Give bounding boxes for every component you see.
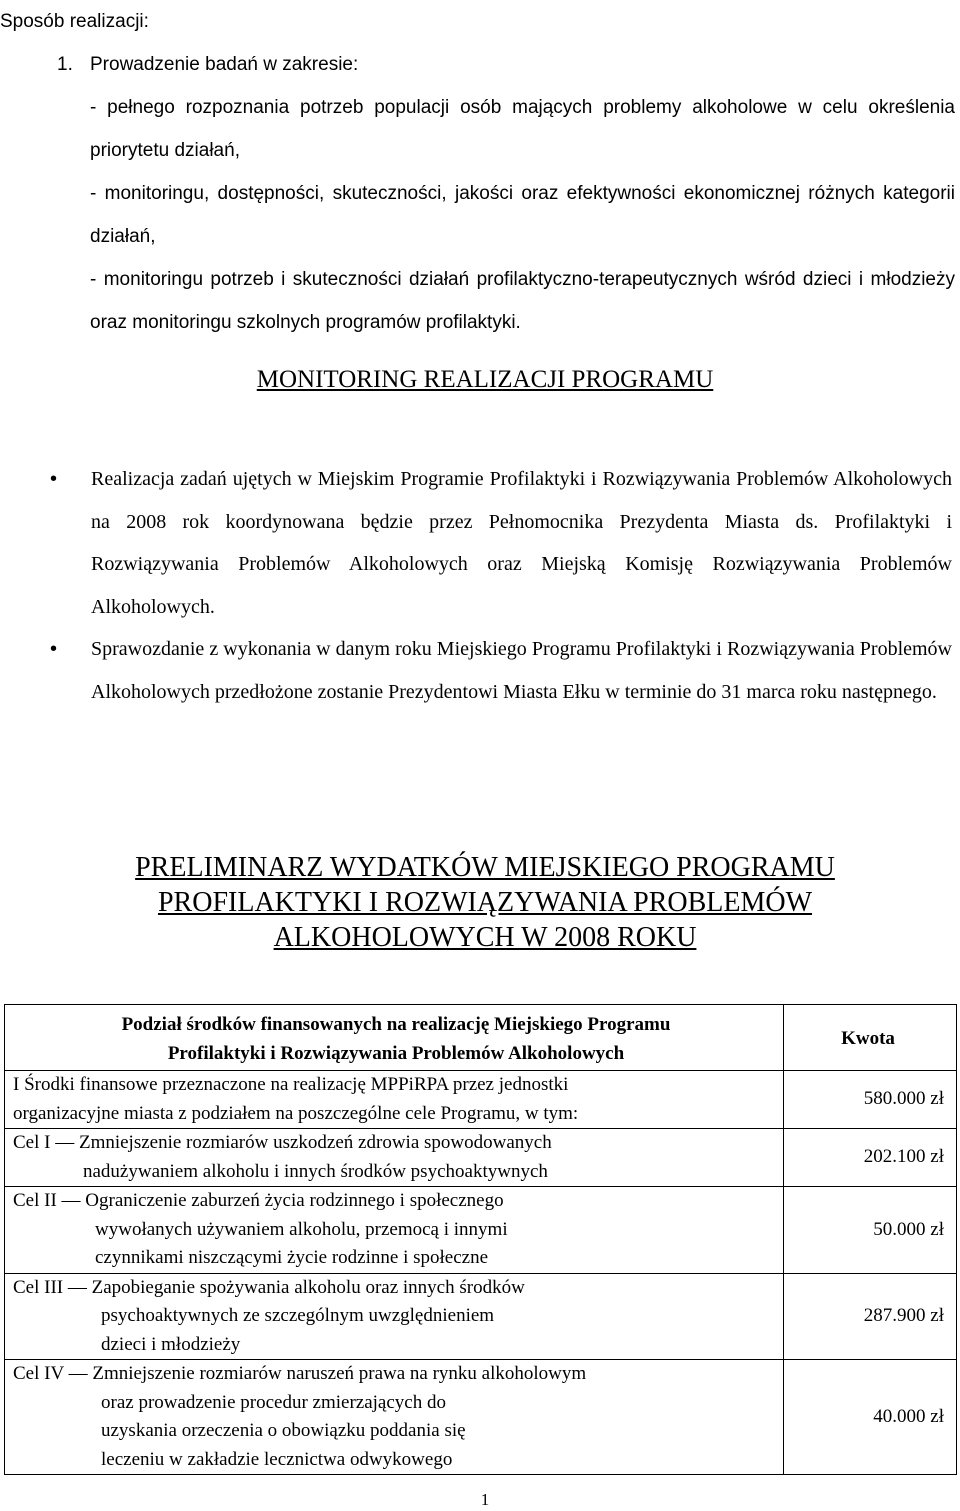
budget-table <box>4 1004 957 1475</box>
budget-title <box>0 850 960 955</box>
budget-title-line: ALKOHOLOWYCH W 2008 ROKU <box>273 922 697 953</box>
row-amount: 580.000 zł <box>784 1071 957 1129</box>
bullet-icon: • <box>50 638 58 660</box>
list-item <box>50 628 952 713</box>
header-description-line: Profilaktyki i Rozwiązywania Problemów Alkoholowych <box>167 1042 625 1064</box>
header-description <box>5 1005 784 1071</box>
row-description-line: I Środki finansowe przeznaczone na realizację MPPiRPA przez jednostki <box>13 1074 569 1095</box>
goal-label: Cel IV — Zmniejszenie rozmiarów naruszeń prawa na rynku alkoholowym <box>13 1363 587 1384</box>
list-item <box>50 458 952 628</box>
section-heading: Sposób realizacji: <box>0 11 149 32</box>
research-scope-1-text: - pełnego rozpoznania potrzeb populacji osób mających problemy alkoholowe w celu określenia priorytetu działań, <box>90 97 955 161</box>
goal-amount: 287.900 zł <box>784 1273 957 1360</box>
goal-description <box>5 1187 784 1274</box>
table-row <box>5 1129 957 1187</box>
numbered-item <box>0 43 960 86</box>
goal-label: Cel I — Zmniejszenie rozmiarów uszkodzeń zdrowia spowodowanych <box>13 1132 552 1153</box>
table-header-row <box>5 1005 957 1071</box>
item-text: Prowadzenie badań w zakresie: <box>90 54 359 75</box>
goal-text: nadużywaniem alkoholu i innych środków psychoaktywnych <box>83 1160 548 1182</box>
goal-label: Cel III — Zapobieganie spożywania alkoholu oraz innych środków <box>13 1276 525 1298</box>
table-row <box>5 1071 957 1129</box>
implementation-section <box>0 0 960 344</box>
goal-description <box>5 1273 784 1360</box>
table-row <box>5 1273 957 1360</box>
row-description <box>5 1071 784 1129</box>
goal-text: wywołanych używaniem alkoholu, przemocą i innymi czynnikami niszczącymi życie rodzinne i społeczne <box>95 1218 508 1268</box>
header-amount: Kwota <box>784 1005 957 1071</box>
goal-description <box>5 1129 784 1187</box>
research-scope-2 <box>0 172 960 258</box>
header-description-line: Podział środków finansowanych na realizację Miejskiego Programu <box>121 1014 671 1035</box>
row-description-line: organizacyjne miasta z podziałem na poszczególne cele Programu, w tym: <box>13 1102 579 1124</box>
goal-amount: 202.100 zł <box>784 1129 957 1187</box>
goal-amount: 50.000 zł <box>784 1187 957 1274</box>
monitoring-list <box>50 458 952 713</box>
bullet-icon: • <box>50 468 58 490</box>
page-number: 1 <box>480 1490 490 1509</box>
research-scope-3 <box>0 258 960 344</box>
research-scope-3-text: - monitoringu potrzeb i skuteczności działań profilaktyczno-terapeutycznych wśród dzieci i młodzieży oraz monitoringu szkolnych programów profilaktyki. <box>90 269 955 333</box>
goal-amount: 40.000 zł <box>784 1360 957 1475</box>
goal-description <box>5 1360 784 1475</box>
budget-title-line: PRELIMINARZ WYDATKÓW MIEJSKIEGO PROGRAMU <box>135 852 835 883</box>
item-number: 1. <box>57 54 73 75</box>
table-row <box>5 1187 957 1274</box>
goal-text: psychoaktywnych ze szczególnym uwzględnieniem dzieci i młodzieży <box>101 1305 495 1355</box>
goal-text: oraz prowadzenie procedur zmierzających do uzyskania orzeczenia o obowiązku poddania się leczeniu w zakładzie lecznictwa odwykowego <box>101 1391 466 1470</box>
list-item-text: Sprawozdanie z wykonania w danym roku Miejskiego Programu Profilaktyki i Rozwiązywania Problemów Alkoholowych przedłożone zostanie Prezydentowi Miasta Ełku w terminie do 31 marca roku następnego. <box>91 638 952 703</box>
budget-title-line: PROFILAKTYKI I ROZWIĄZYWANIA PROBLEMÓW <box>157 887 813 918</box>
research-scope-1 <box>0 86 960 172</box>
table-row <box>5 1360 957 1475</box>
monitoring-title: MONITORING REALIZACJI PROGRAMU <box>256 366 714 393</box>
research-scope-2-text: - monitoringu, dostępności, skuteczności, jakości oraz efektywności ekonomicznej różnych kategorii działań, <box>90 183 955 247</box>
list-item-text: Realizacja zadań ujętych w Miejskim Programie Profilaktyki i Rozwiązywania Problemów Alkoholowych na 2008 rok koordynowana będzie przez Pełnomocnika Prezydenta Miasta ds. Profilaktyki i Rozwiązywania Problemów Alkoholowych oraz Miejską Komisję Rozwiązywania Problemów Alkoholowych. <box>91 468 952 618</box>
goal-label: Cel II — Ograniczenie zaburzeń życia rodzinnego i społecznego <box>13 1190 504 1211</box>
